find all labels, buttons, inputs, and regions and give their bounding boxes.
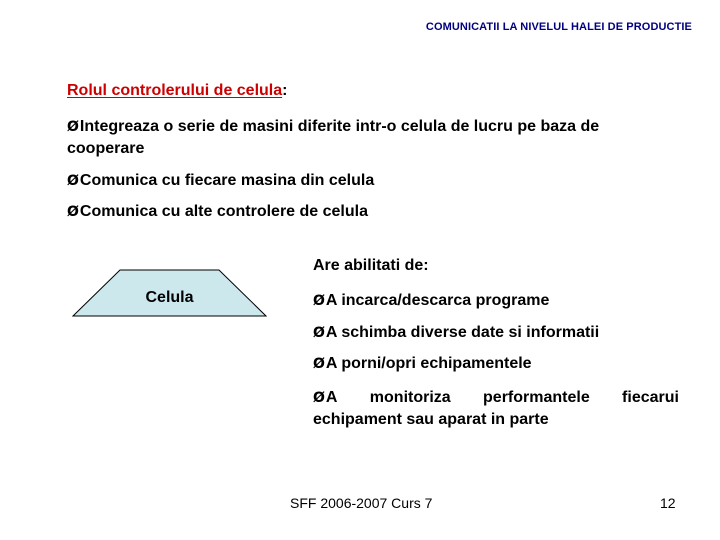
bullet-arrow-icon: Ø [313,356,325,372]
bullet-text: Integreaza o serie de masini diferite intr-o celula de lucru pe baza de [79,118,600,135]
page-number: 12 [660,495,676,511]
footer-course: SFF 2006-2007 Curs 7 [290,495,433,511]
ability-item [313,322,599,344]
ability-word: fiecarui [622,389,679,406]
ability-text: A porni/opri echipamentele [325,355,532,372]
bullet-item [67,170,687,192]
bullet-text-cont: cooperare [67,140,145,157]
section-heading [67,82,287,100]
ability-line [313,387,679,409]
bullet-arrow-icon: Ø [67,173,79,189]
bullet-item [67,201,687,223]
bullet-arrow-icon: Ø [67,204,79,220]
bullet-arrow-icon: Ø [313,390,325,406]
bullet-item [67,116,687,159]
ability-word: ØA [313,389,338,406]
ability-text-cont: echipament sau aparat in parte [313,411,549,428]
ability-item [313,387,679,430]
bullet-text: Comunica cu alte controlere de celula [79,203,368,220]
ability-word: monitoriza [369,389,451,406]
slide-header: COMUNICATII LA NIVELUL HALEI DE PRODUCTIE [425,21,692,33]
abilities-title: Are abilitati de: [313,257,429,274]
bullet-arrow-icon: Ø [313,293,325,309]
celula-label: Celula [145,289,194,306]
ability-text: A schimba diverse date si informatii [325,324,600,341]
heading-colon: : [282,82,288,99]
bullet-arrow-icon: Ø [313,325,325,341]
heading-label: Rolul controlerului de celula [67,82,283,99]
ability-text: A incarca/descarca programe [325,292,550,309]
bullet-text: Comunica cu fiecare masina din celula [79,172,375,189]
ability-item [313,290,549,312]
bullet-arrow-icon: Ø [67,119,79,135]
ability-word: performantele [483,389,590,406]
ability-item [313,353,532,375]
